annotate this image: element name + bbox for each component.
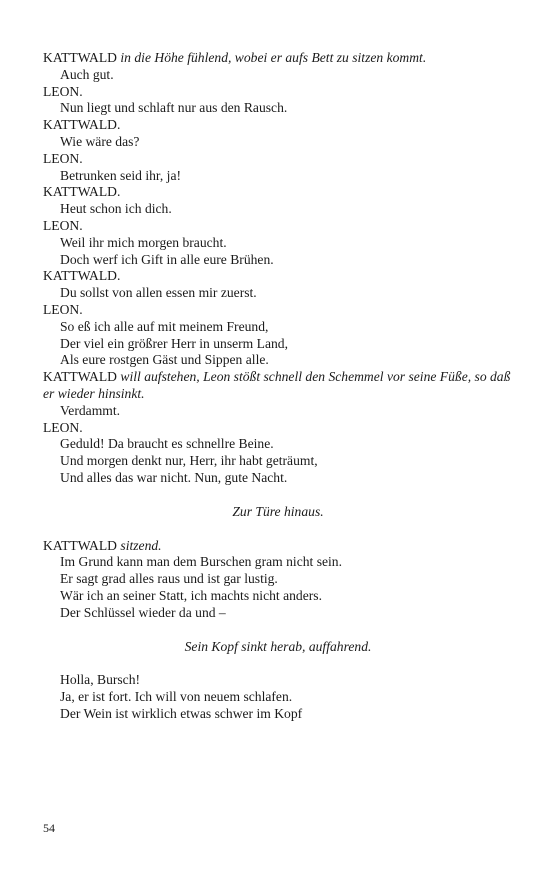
verse-line: Im Grund kann man dem Burschen gram nicht sein. [60,554,343,570]
verse-line: Nun liegt und schlaft nur aus den Rausch. [60,100,288,116]
verse-line: Auch gut. [60,66,114,82]
verse-line: Betrunken seid ihr, ja! [60,167,182,183]
verse-line: Weil ihr mich morgen braucht. [60,234,227,250]
verse-line: Und alles das war nicht. Nun, gute Nacht. [60,469,288,485]
verse-line: Heut schon ich dich. [60,201,172,217]
speaker-name: KATTWALD. [43,117,121,133]
page-number: 54 [43,821,55,835]
speaker-name: LEON. [43,150,83,166]
verse-line: Ja, er ist fort. Ich will von neuem schlafen. [60,689,293,705]
verse-line: Du sollst von allen essen mir zuerst. [60,285,257,301]
verse-line: Wär ich an seiner Statt, ich machts nicht anders. [60,587,322,603]
verse-line: Er sagt grad alles raus und ist gar lustig. [60,571,278,587]
verse-line: Der viel ein größrer Herr in unserm Land, [60,335,288,351]
verse-line: Und morgen denkt nur, Herr, ihr habt geträumt, [60,453,318,469]
speaker-with-direction [43,50,513,67]
speaker-name: LEON. [43,419,83,435]
stage-direction: Zur Türe hinaus. [232,503,324,519]
verse-line: Der Schlüssel wieder da und – [60,604,226,620]
speaker-with-direction [43,538,513,555]
inline-stage-direction: sitzend. [120,537,162,553]
speaker-name: KATTWALD. [43,268,121,284]
speaker-name: KATTWALD [43,537,117,553]
inline-stage-direction: will aufstehen, Leon stößt schnell den Schemmel vor seine Füße, so daß er wieder hinsinkt. [43,369,511,401]
verse-line: So eß ich alle auf mit meinem Freund, [60,318,269,334]
speaker-with-direction [43,369,513,403]
stage-direction: Sein Kopf sinkt herab, auffahrend. [184,638,372,654]
verse-line: Als eure rostgen Gäst und Sippen alle. [60,352,269,368]
verse-line: Doch werf ich Gift in alle eure Brühen. [60,251,274,267]
speaker-name: KATTWALD. [43,184,121,200]
verse-line: Verdammt. [60,402,121,418]
verse-line: Holla, Bursch! [60,672,141,688]
speaker-name: LEON. [43,83,83,99]
inline-stage-direction: in die Höhe fühlend, wobei er aufs Bett zu sitzen kommt. [120,50,427,65]
speaker-name: LEON. [43,217,83,233]
verse-line: Geduld! Da braucht es schnellre Beine. [60,436,274,452]
speaker-name: LEON. [43,301,83,317]
verse-line: Der Wein ist wirklich etwas schwer im Kopf [60,705,303,721]
verse-line: Wie wäre das? [60,133,140,149]
speaker-name: KATTWALD [43,50,117,65]
speaker-name: KATTWALD [43,369,117,385]
play-text-block [43,50,513,723]
